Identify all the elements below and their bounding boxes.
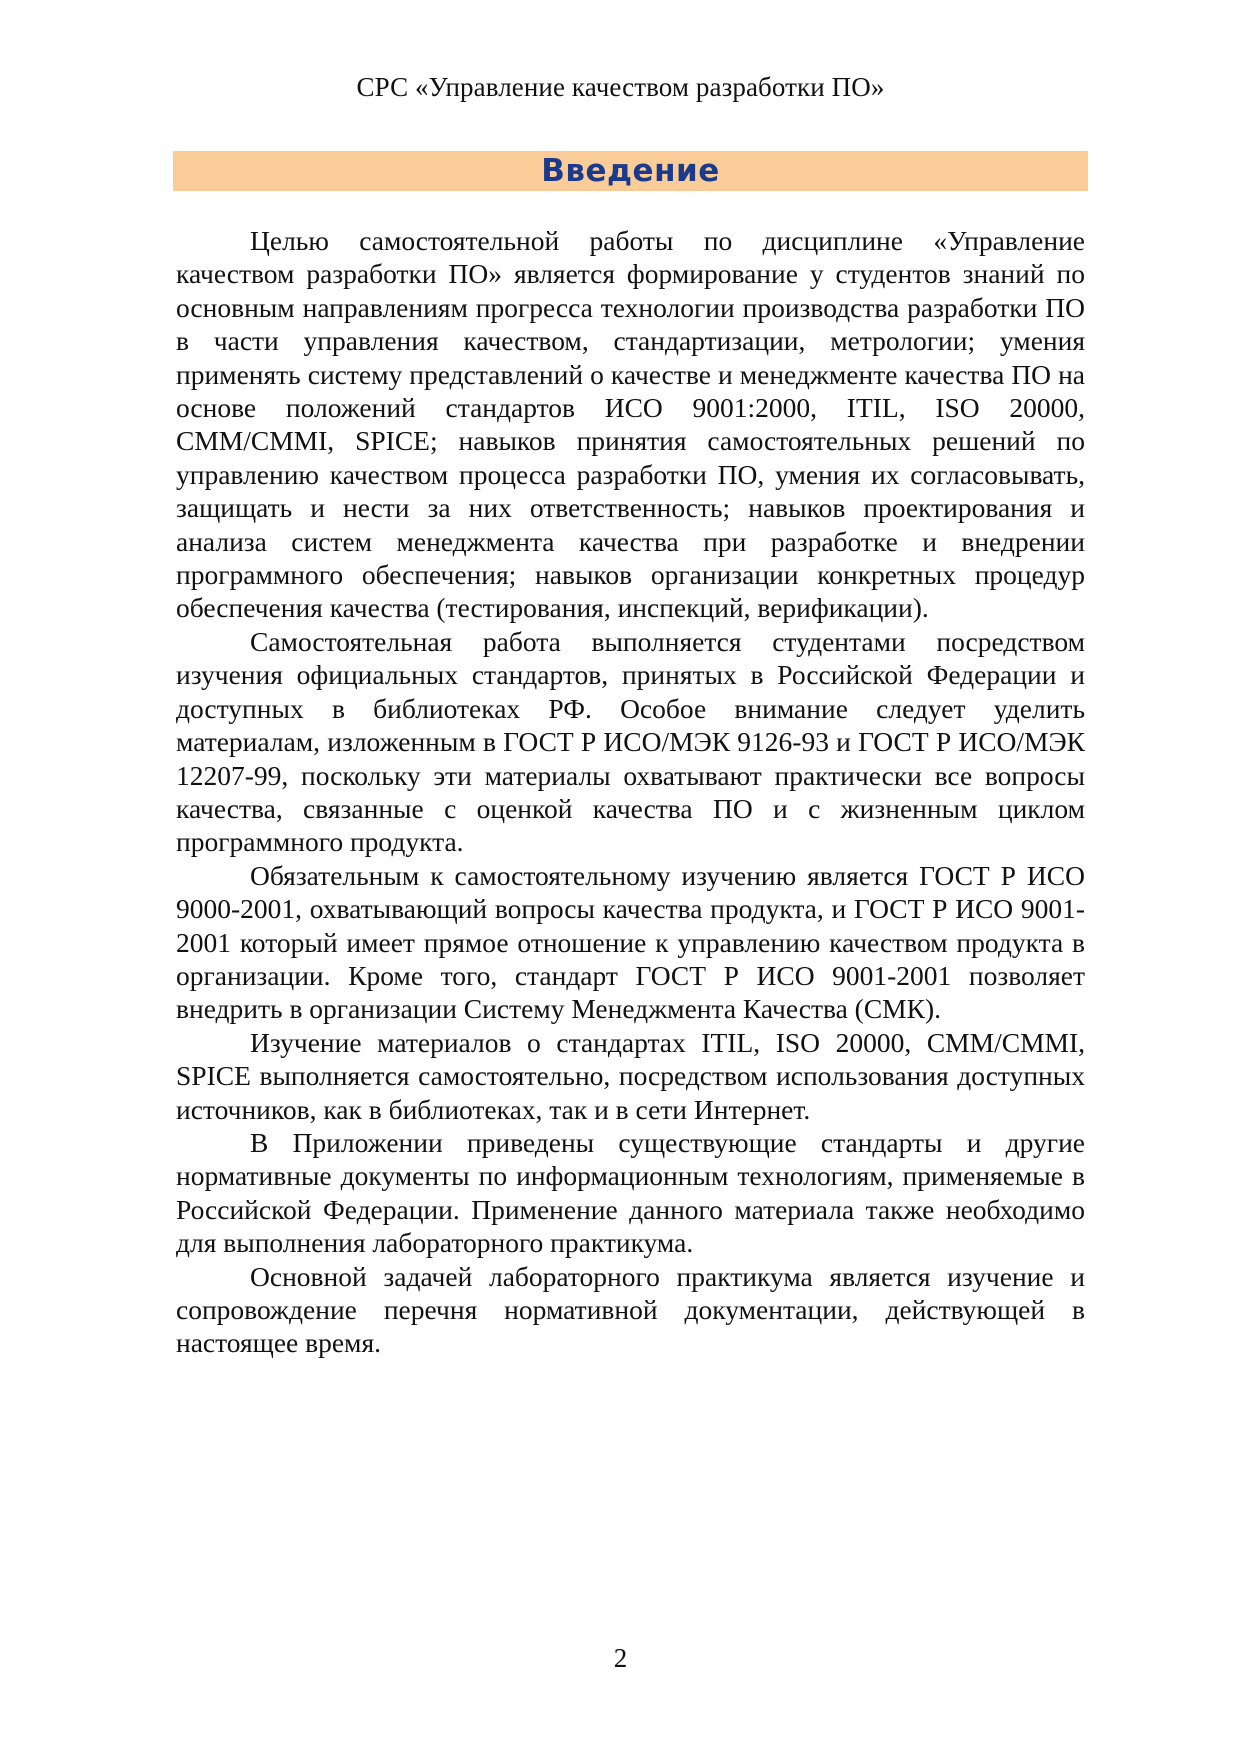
- paragraph: Обязательным к самостоятельному изучению является ГОСТ Р ИСО 9000-2001, охватывающий вопросы качества продукта, и ГОСТ Р ИСО 9001-2001 который имеет прямое отношение к управлению качеством продукта в организации. Кроме того, стандарт ГОСТ Р ИСО 9001-2001 позволяет внедрить в организации Систему Менеджмента Качества (СМК).: [176, 859, 1085, 1025]
- running-header: СРС «Управление качеством разработки ПО»: [356, 72, 885, 102]
- paragraph: Изучение материалов о стандартах ITIL, ISO 20000, CMM/CMMI, SPICE выполняется самостоятельно, посредством использования доступных источников, как в библиотеках, так и в сети Интернет.: [176, 1026, 1085, 1125]
- body-text: [176, 224, 1085, 1360]
- page-number: 2: [613, 1643, 628, 1673]
- paragraph: В Приложении приведены существующие стандарты и другие нормативные документы по информационным технологиям, применяемые в Российской Федерации. Применение данного материала также необходимо для выполнения лабораторного практикума.: [176, 1126, 1085, 1259]
- paragraph: Целью самостоятельной работы по дисциплине «Управление качеством разработки ПО» является формирование у студентов знаний по основным направлениям прогресса технологии производства разработки ПО в части управления качеством, стандартизации, метрологии; умения применять систему представлений о качестве и менеджменте качества ПО на основе положений стандартов ИСО 9001:2000, ITIL, ISO 20000, CMM/CMMI, SPICE; навыков принятия самостоятельных решений по управлению качеством процесса разработки ПО, умения их согласовывать, защищать и нести за них ответственность; навыков проектирования и анализа систем менеджмента качества при разработке и внедрении программного обеспечения; навыков организации конкретных процедур обеспечения качества (тестирования, инспекций, верификации).: [176, 225, 1085, 624]
- section-title: Введение: [541, 153, 720, 189]
- section-title-band: [173, 151, 1088, 191]
- paragraph: Самостоятельная работа выполняется студентами посредством изучения официальных стандартов, принятых в Российской Федерации и доступных в библиотеках РФ. Особое внимание следует уделить материалам, изложенным в ГОСТ Р ИСО/МЭК 9126-93 и ГОСТ Р ИСО/МЭК 12207-99, поскольку эти материалы охватывают практически все вопросы качества, связанные с оценкой качества ПО и с жизненным циклом программного продукта.: [176, 625, 1085, 858]
- paragraph: Основной задачей лабораторного практикума является изучение и сопровождение перечня нормативной документации, действующей в настоящее время.: [176, 1260, 1085, 1359]
